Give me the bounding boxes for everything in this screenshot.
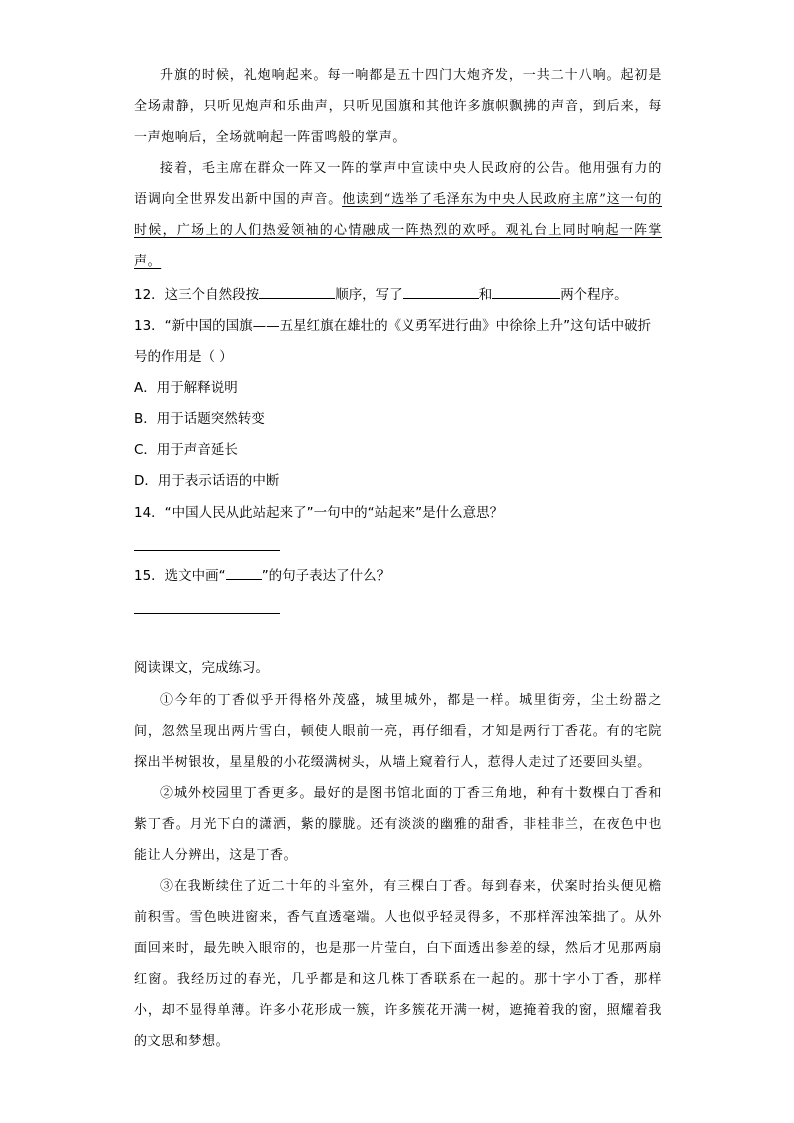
question-14: 14．“中国人民从此站起来了”一句中的“站起来”是什么意思？ bbox=[134, 505, 504, 521]
q12-text-2: 顺序，写了 bbox=[335, 287, 403, 303]
q12-blank-2[interactable] bbox=[403, 282, 479, 299]
q13-option-c[interactable]: C．用于声音延长 bbox=[134, 442, 238, 458]
question-13-stem-line-1: 13．“新中国的国旗——五星红旗在雄壮的《义勇军进行曲》中徐徐上升”这句话中破折 bbox=[134, 318, 652, 334]
underlined-sentence: 他读到“选举了毛泽东为中央人民政府主席”这一句的时候，广场上的人们热爱领袖的心情融成一阵热烈的欢呼。观礼台上同时响起一阵掌声。 bbox=[134, 192, 662, 269]
q12-text-3: 和 bbox=[478, 287, 493, 303]
section2-paragraph-3: ③在我断续住了近二十年的斗室外，有三棵白丁香。每到春来，伏案时抬头便见檐前积雪。雪色映进窗来，香气直透毫端。人也似乎轻灵得多，不那样浑浊笨拙了。从外面回来时，最先映入眼帘的，也是那一片莹白，白下面透出参差的绿，然后才见那两扇红窗。我经历过的春光，几乎都是和这几株丁香联系在一起的。那十字小丁香，那样小，却不显得单薄。许多小花形成一簇，许多簇花开满一树，遮掩着我的窗，照耀着我的文思和梦想。 bbox=[134, 879, 662, 1049]
q15-text-2: ”的句子表达了什么？ bbox=[261, 568, 391, 584]
q15-answer-line[interactable] bbox=[134, 613, 280, 614]
q12-blank-3[interactable] bbox=[492, 282, 560, 299]
passage1-paragraph-2 bbox=[134, 153, 662, 277]
q12-text-1: 12．这三个自然段按 bbox=[134, 287, 260, 303]
passage1-paragraph-2-text: 接着，毛主席在群众一阵又一阵的掌声中宣读中央人民政府的公告。他用强有力的语调向全世界发出新中国的声音。 bbox=[134, 161, 662, 207]
q15-underline-sample bbox=[226, 563, 262, 580]
passage1-paragraph-1-text: 升旗的时候，礼炮响起来。每一响都是五十四门大炮齐发，一共二十八响。起初是全场肃静，只听见炮声和乐曲声，只听见国旗和其他许多旗帜飘拂的声音，到后来，每一声炮响后，全场就响起一阵雷鸣般的掌声。 bbox=[134, 68, 662, 145]
q14-answer-line[interactable] bbox=[134, 550, 280, 551]
question-15 bbox=[134, 561, 674, 592]
question-13-stem-line-2: 号的作用是（ ） bbox=[134, 349, 233, 365]
q13-option-d[interactable]: D．用于表示话语的中断 bbox=[134, 473, 280, 489]
section2-instruction: 阅读课文，完成练习。 bbox=[134, 660, 269, 676]
q15-text-1: 15．选文中画“ bbox=[134, 568, 226, 584]
q12-blank-1[interactable] bbox=[259, 282, 335, 299]
passage1-paragraph-1 bbox=[134, 60, 662, 153]
q13-option-b[interactable]: B．用于话题突然转变 bbox=[134, 411, 265, 427]
q12-text-4: 两个程序。 bbox=[560, 287, 628, 303]
question-12 bbox=[134, 280, 674, 311]
section2-paragraph-1: ①今年的丁香似乎开得格外茂盛，城里城外，都是一样。城里街旁，尘土纷嚣之间，忽然呈现出两片雪白，顿使人眼前一亮，再仔细看，才知是两行丁香花。有的宅院探出半树银妆，星星般的小花缀满树头，从墙上窥着行人，惹得人走过了还要回头望。 bbox=[134, 693, 662, 770]
q13-option-a[interactable]: A．用于解释说明 bbox=[134, 380, 238, 396]
section2-paragraph-2: ②城外校园里丁香更多。最好的是图书馆北面的丁香三角地，种有十数棵白丁香和紫丁香。月光下白的潇洒，紫的朦胧。还有淡淡的幽雅的甜香，非桂非兰，在夜色中也能让人分辨出，这是丁香。 bbox=[134, 786, 662, 863]
